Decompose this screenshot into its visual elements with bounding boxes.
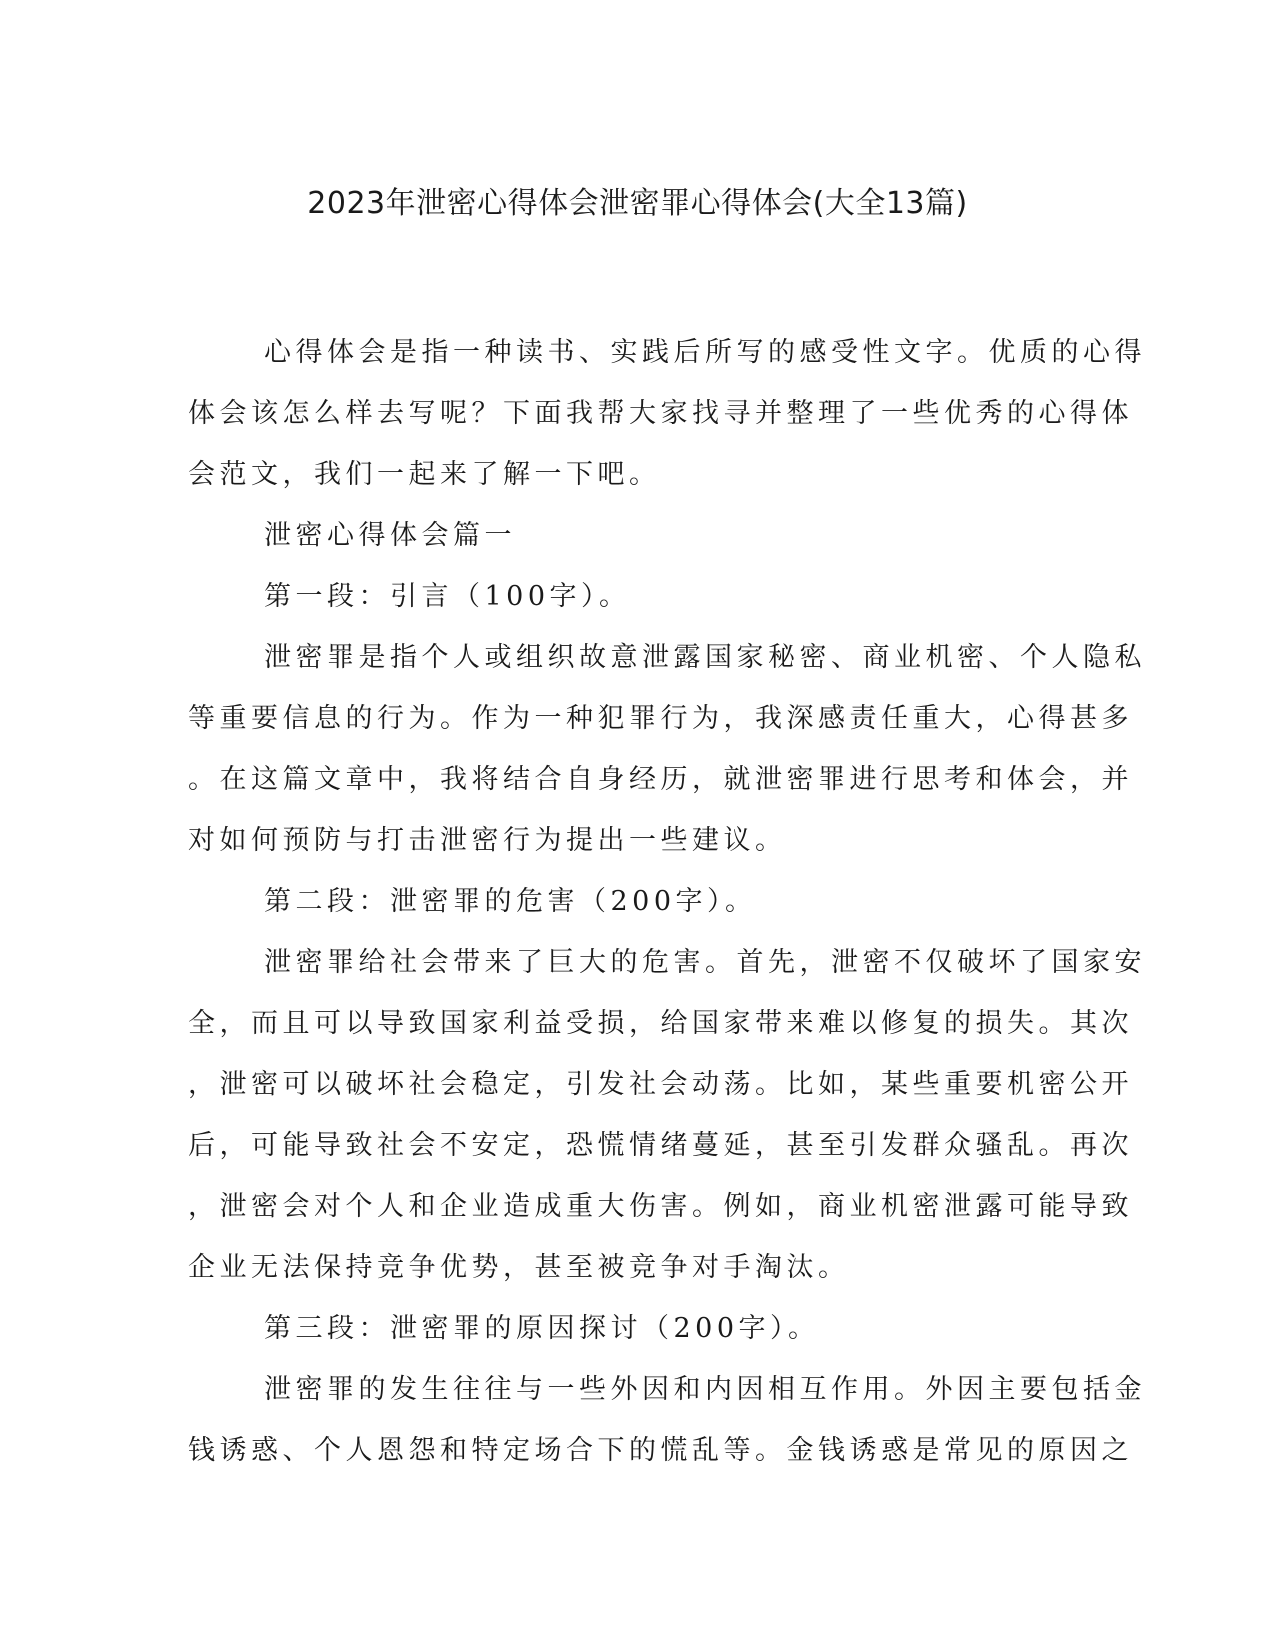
text-line: 企业无法保持竞争优势，甚至被竞争对手淘汰。 bbox=[188, 1252, 850, 1283]
text-line: 泄密罪是指个人或组织故意泄露国家秘密、商业机密、个人隐私 bbox=[264, 642, 1146, 673]
text-line: 后，可能导致社会不安定，恐慌情绪蔓延，甚至引发群众骚乱。再次 bbox=[188, 1130, 1133, 1161]
text-line: 全，而且可以导致国家利益受损，给国家带来难以修复的损失。其次 bbox=[188, 1008, 1133, 1039]
text-line: 会范文，我们一起来了解一下吧。 bbox=[188, 459, 661, 490]
document-body bbox=[188, 322, 1146, 1481]
text-line: 体会该怎么样去写呢？下面我帮大家找寻并整理了一些优秀的心得体 bbox=[188, 398, 1133, 429]
text-line: 第三段：泄密罪的原因探讨（200字）。 bbox=[264, 1313, 820, 1344]
text-line: 。在这篇文章中，我将结合自身经历，就泄密罪进行思考和体会，并 bbox=[188, 764, 1133, 795]
text-line: 泄密罪的发生往往与一些外因和内因相互作用。外因主要包括金 bbox=[264, 1374, 1146, 1405]
text-line: 对如何预防与打击泄密行为提出一些建议。 bbox=[188, 825, 787, 856]
text-line: ，泄密会对个人和企业造成重大伤害。例如，商业机密泄露可能导致 bbox=[188, 1191, 1133, 1222]
text-line: ，泄密可以破坏社会稳定，引发社会动荡。比如，某些重要机密公开 bbox=[188, 1069, 1133, 1100]
document-title: 2023年泄密心得体会泄密罪心得体会(大全13篇) bbox=[307, 186, 968, 221]
text-line: 第二段：泄密罪的危害（200字）。 bbox=[264, 886, 757, 917]
text-line: 钱诱惑、个人恩怨和特定场合下的慌乱等。金钱诱惑是常见的原因之 bbox=[188, 1435, 1133, 1466]
text-line: 等重要信息的行为。作为一种犯罪行为，我深感责任重大，心得甚多 bbox=[188, 703, 1133, 734]
text-line: 第一段：引言（100字）。 bbox=[264, 581, 631, 612]
text-line: 泄密罪给社会带来了巨大的危害。首先，泄密不仅破坏了国家安 bbox=[264, 947, 1146, 978]
text-line: 心得体会是指一种读书、实践后所写的感受性文字。优质的心得 bbox=[264, 337, 1146, 368]
text-line: 泄密心得体会篇一 bbox=[264, 520, 516, 551]
